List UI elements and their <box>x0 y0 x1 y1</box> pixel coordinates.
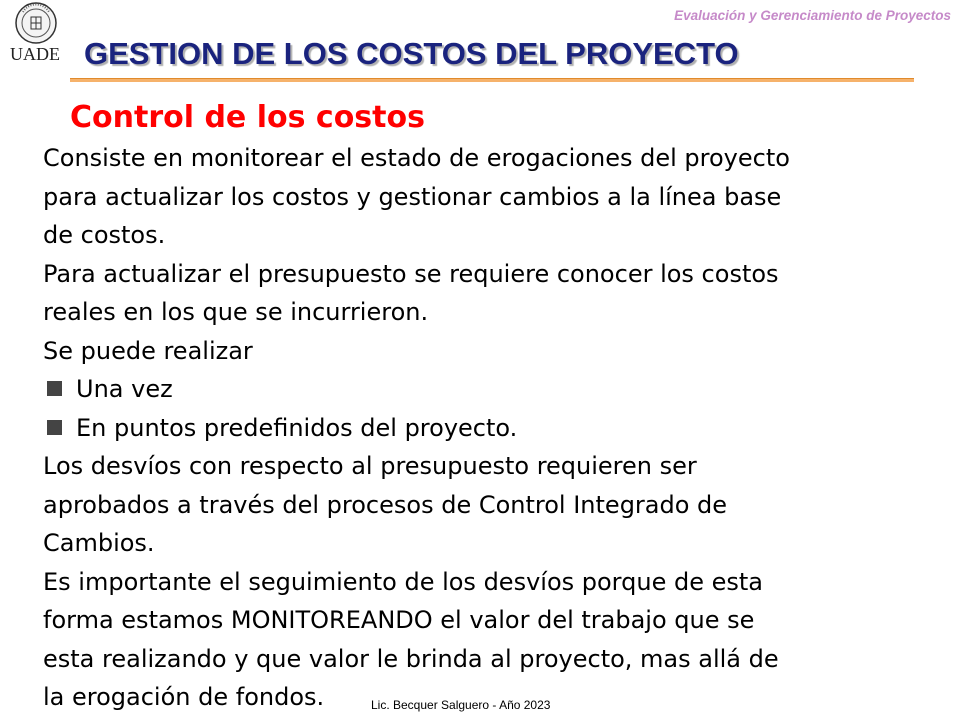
paragraph-line: para actualizar los costos y gestionar cambios a la línea base <box>43 182 782 211</box>
paragraph-line: Es importante el seguimiento de los desvíos porque de esta <box>43 567 763 596</box>
bullet-text: En puntos predefinidos del proyecto. <box>76 413 518 442</box>
bullet-item <box>43 409 943 448</box>
uade-logo <box>6 0 68 78</box>
bullet-item <box>43 370 943 409</box>
section-title: Control de los costos <box>70 100 425 135</box>
paragraph-line: forma estamos MONITOREANDO el valor del trabajo que se <box>43 606 755 634</box>
slide-body <box>43 139 943 717</box>
course-subtitle: Evaluación y Gerenciamiento de Proyectos <box>674 8 951 23</box>
paragraph-line: esta realizando y que valor le brinda al proyecto, mas allá de <box>43 644 779 673</box>
paragraph-line: la erogación de fondos. <box>43 683 325 711</box>
paragraph-line: reales en los que se incurrieron. <box>43 298 429 326</box>
logo-wordmark: UADE <box>10 44 60 64</box>
slide-title: GESTION DE LOS COSTOS DEL PROYECTO <box>84 36 739 71</box>
paragraph-line: de costos. <box>43 221 166 249</box>
title-divider <box>70 78 914 82</box>
paragraph-line: Se puede realizar <box>43 336 253 365</box>
paragraph-line: Cambios. <box>43 529 155 557</box>
square-bullet-icon <box>47 381 62 396</box>
paragraph-line: Para actualizar el presupuesto se requiere conocer los costos <box>43 259 779 288</box>
paragraph-line: aprobados a través del procesos de Control Integrado de <box>43 490 728 519</box>
square-bullet-icon <box>47 420 62 435</box>
paragraph-line: Consiste en monitorear el estado de erogaciones del proyecto <box>43 144 790 172</box>
bullet-text: Una vez <box>76 375 173 403</box>
slide-footer: Lic. Becquer Salguero - Año 2023 <box>371 698 551 712</box>
paragraph-line: Los desvíos con respecto al presupuesto requieren ser <box>43 452 697 480</box>
university-seal-icon <box>15 2 57 44</box>
